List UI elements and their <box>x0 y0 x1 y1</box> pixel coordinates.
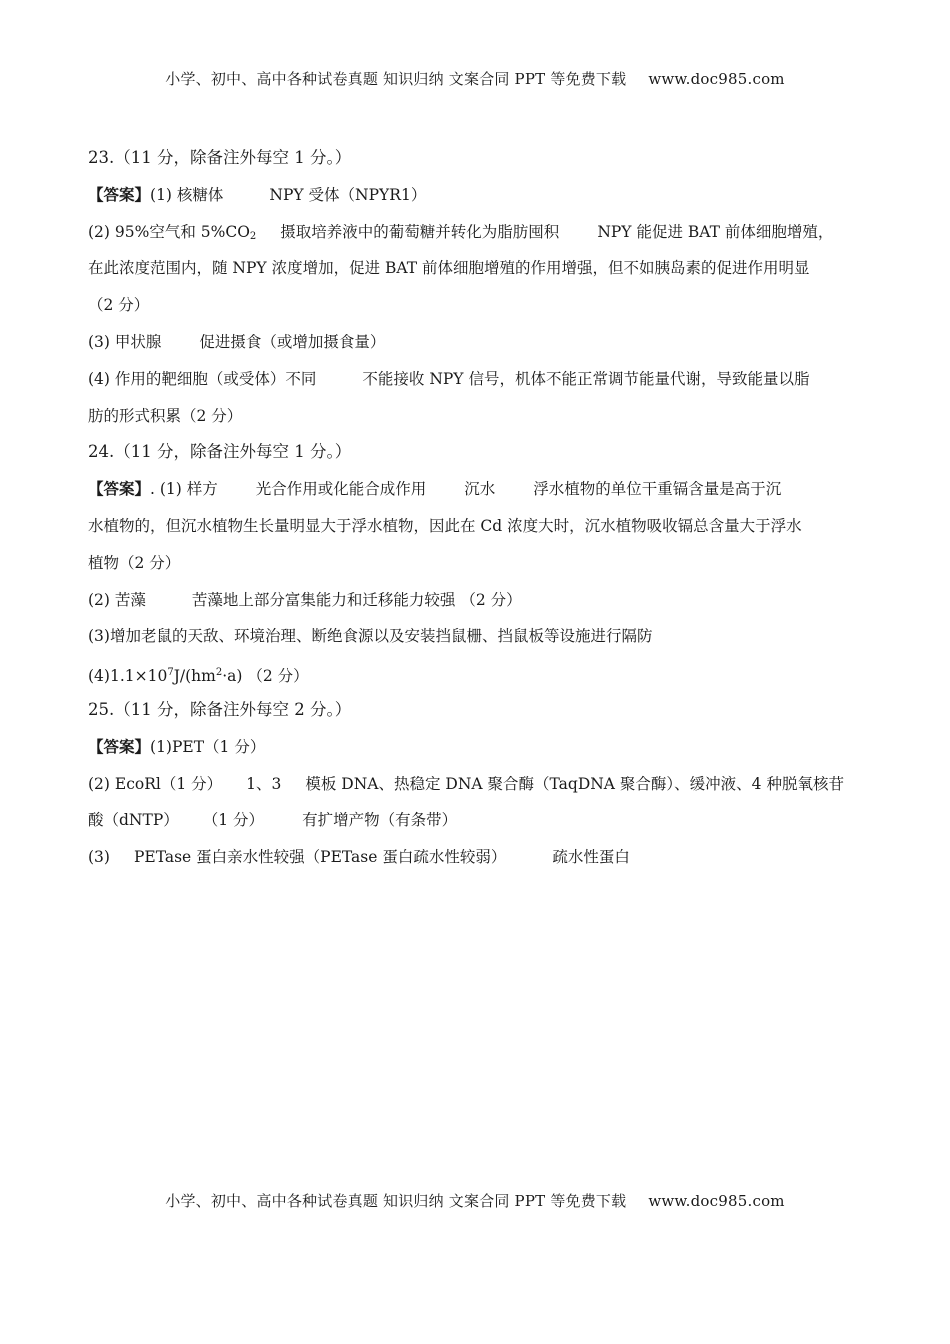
q23-ans-8: (4) 作用的靶细胞（或受体）不同 <box>88 369 317 388</box>
q24-ans-6: 苦藻地上部分富集能力和迁移能力较强 （2 分） <box>191 590 522 609</box>
q24-ans-7-mid: J/(hm <box>173 667 216 686</box>
q23-line-2 <box>88 218 863 255</box>
q25-ans-1: (1)PET（1 分） <box>150 737 266 756</box>
q25-line-3 <box>88 806 863 843</box>
q24-ans-3: 沉水 <box>464 480 496 499</box>
q24-line-6 <box>88 659 863 696</box>
q24-ans-2: 光合作用或化能合成作用 <box>255 480 427 499</box>
q24-line-4 <box>88 586 863 623</box>
header-url[interactable]: www.doc985.com <box>648 70 785 88</box>
footer-text: 小学、初中、高中各种试卷真题 知识归纳 文案合同 PPT 等免费下载 <box>165 1192 627 1210</box>
q23-line-3: 在此浓度范围内，随 NPY 浓度增加，促进 BAT 前体细胞增殖的作用增强，但不如胰岛素的促进作用明显 <box>88 259 810 278</box>
q25-line-1 <box>88 733 863 770</box>
q25-ans-3: 1、3 <box>246 774 282 793</box>
q23-line-4: （2 分） <box>88 296 150 315</box>
q24-ans-5: (2) 苦藻 <box>88 590 146 609</box>
q25-title: 25.（11 分，除备注外每空 2 分。） <box>88 699 352 719</box>
q25-ans-9: 疏水性蛋白 <box>552 848 630 867</box>
q24-ans-7-post: ·a) （2 分） <box>222 667 309 686</box>
q24-line-3: 植物（2 分） <box>88 553 181 572</box>
q25-ans-5: 酸（dNTP） <box>88 811 179 830</box>
q23-ans-4: 摄取培养液中的葡萄糖并转化为脂肪囤积 <box>280 222 560 241</box>
q25-ans-4: 模板 DNA、热稳定 DNA 聚合酶（TaqDNA 聚合酶）、缓冲液、4 种脱氧核苷 <box>305 774 844 793</box>
q25-answer-tag: 【答案】 <box>88 736 151 756</box>
q23-ans-6: (3) 甲状腺 <box>88 332 162 351</box>
q23-title: 23.（11 分，除备注外每空 1 分。） <box>88 148 352 167</box>
q24-ans-7-sup1: 7 <box>167 667 174 679</box>
header-text: 小学、初中、高中各种试卷真题 知识归纳 文案合同 PPT 等免费下载 <box>165 70 627 88</box>
q24-line-5: (3)增加老鼠的天敌、环境治理、断绝食源以及安装挡鼠栅、挡鼠板等设施进行隔防 <box>88 627 653 646</box>
q24-ans-7-sup2: 2 <box>215 667 223 679</box>
q23-ans-2: NPY 受体（NPYR1） <box>269 185 427 204</box>
page-header <box>0 68 950 89</box>
q23-line-1 <box>88 181 863 218</box>
q25-ans-8: PETase 蛋白亲水性较强（PETase 蛋白疏水性较弱） <box>133 848 507 867</box>
q24-title: 24.（11 分，除备注外每空 1 分。） <box>88 442 352 462</box>
q23-line-5 <box>88 328 863 365</box>
q23-answer-tag: 【答案】 <box>88 184 151 204</box>
q23-ans-9: 不能接收 NPY 信号，机体不能正常调节能量代谢，导致能量以脂 <box>362 369 810 388</box>
q23-line-7: 肪的形式积累（2 分） <box>88 406 243 425</box>
q25-ans-7: 有扩增产物（有条带） <box>302 811 458 830</box>
q25-ans-6: （1 分） <box>202 811 265 830</box>
q25-line-4 <box>88 843 863 880</box>
q23-ans-5: NPY 能促进 BAT 前体细胞增殖， <box>597 222 834 241</box>
page-footer <box>0 1190 950 1211</box>
q23-ans-7: 促进摄食（或增加摄食量） <box>199 332 386 351</box>
footer-url[interactable]: www.doc985.com <box>648 1192 785 1210</box>
q24-line-1 <box>88 475 863 512</box>
q24-ans-7: (4)1.1×10 <box>88 667 168 686</box>
q25-ans-2: (2) EcoRl（1 分） <box>88 774 223 793</box>
q24-answer-tag: 【答案】 <box>88 479 151 499</box>
answer-content <box>88 144 863 880</box>
q23-line-6 <box>88 365 863 402</box>
q25-line-2 <box>88 770 863 807</box>
q24-ans-4: 浮水植物的单位干重镉含量是高于沉 <box>533 480 782 499</box>
q23-ans-3-sub: 2 <box>249 230 257 242</box>
q25-ans-8-num: (3) <box>88 848 110 867</box>
q23-ans-3: (2) 95%空气和 5%CO <box>88 222 250 241</box>
q23-ans-1: (1) 核糖体 <box>150 185 224 204</box>
q24-line-2: 水植物的，但沉水植物生长量明显大于浮水植物，因此在 Cd 浓度大时，沉水植物吸收镉总含量大于浮水 <box>88 516 802 535</box>
q24-ans-1: . (1) 样方 <box>150 480 218 499</box>
